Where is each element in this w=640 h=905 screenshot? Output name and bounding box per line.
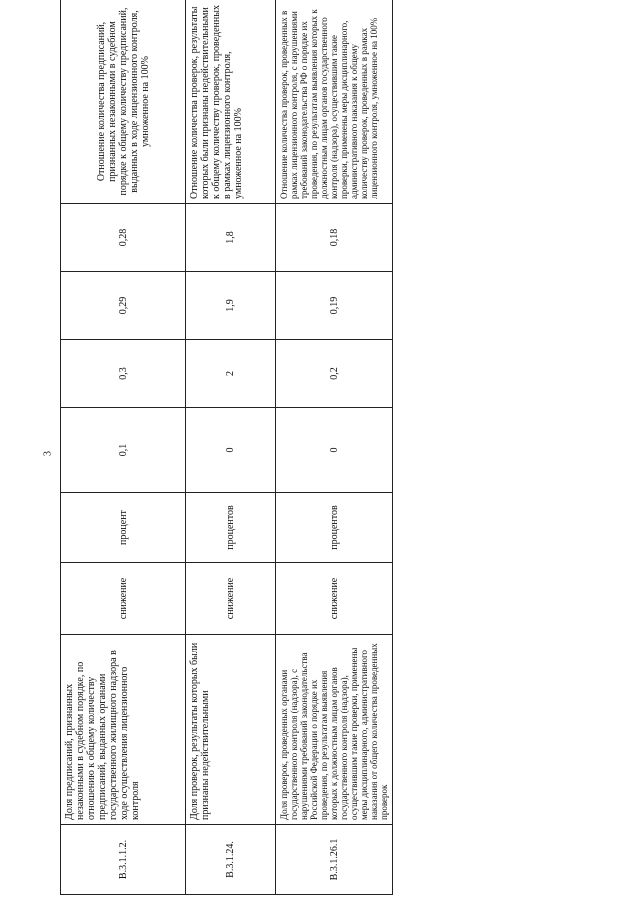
- indicator-value-3: 0,19: [276, 272, 393, 340]
- indicator-value-4: 0,18: [276, 204, 393, 272]
- indicator-value-1: 0,1: [61, 408, 186, 493]
- indicator-code: В.3.1.1.2.: [61, 825, 186, 895]
- indicator-description: Отношение количества проверок, результаты которых были признаны недействительными к общему количеству проверок, проведенных в рамках лицензионного контроля, умноженное на 100%: [186, 0, 276, 204]
- indicator-code: В.3.1.26.1: [276, 825, 393, 895]
- indicator-direction: снижение: [61, 563, 186, 635]
- indicators-table: [60, 0, 393, 895]
- indicator-description: Отношение количества предписаний, признанных незаконными в судебном порядке к общему количеству предписаний, выданных в ходе лицензионного контроля, умноженное на 100%: [61, 0, 186, 204]
- indicator-name: Доля проверок, проведенных органами государственного контроля (надзора), с нарушениями требований законодательства Российской Федерации о порядке их проведения, по результатам выявления которых к должностным лицам органов государственного контроля (надзора), осуществившим такие проверки, применены меры дисциплинарного, административного наказания от общего количества проведенных проверок: [276, 635, 393, 825]
- indicator-name: Доля предписаний, признанных незаконными в судебном порядке, по отношению к общему количеству предписаний, выданных органами государственного жилищного надзора в ходе осуществления лицензионного контроля: [61, 635, 186, 825]
- indicator-direction: снижение: [276, 563, 393, 635]
- indicator-value-1: 0: [276, 408, 393, 493]
- indicator-name: Доля проверок, результаты которых были признаны недействительными: [186, 635, 276, 825]
- table-row: [61, 0, 186, 895]
- indicator-unit: процент: [61, 493, 186, 563]
- indicator-value-3: 1,9: [186, 272, 276, 340]
- rotated-table-wrapper: [60, 5, 389, 895]
- indicator-value-4: 1,8: [186, 204, 276, 272]
- table-row: [186, 0, 276, 895]
- indicator-value-1: 0: [186, 408, 276, 493]
- indicator-unit: процентов: [276, 493, 393, 563]
- indicator-value-2: 0,3: [61, 340, 186, 408]
- indicator-unit: процентов: [186, 493, 276, 563]
- indicator-value-2: 0,2: [276, 340, 393, 408]
- indicator-code: В.3.1.24.: [186, 825, 276, 895]
- indicator-value-4: 0,28: [61, 204, 186, 272]
- indicator-value-2: 2: [186, 340, 276, 408]
- indicator-direction: снижение: [186, 563, 276, 635]
- table-row: [276, 0, 393, 895]
- indicator-description: Отношение количества проверок, проведенных в рамках лицензионного контроля, с нарушениями требований законодательства РФ о порядке их проведения, по результатам выявления которых к должностным лицам органов государственного контроля (надзора), осуществившим такие проверки, применены меры дисциплинарного, административного наказания к общему количеству проверок, проведенных в рамках лицензионного контроля, умноженное на 100%: [276, 0, 393, 204]
- indicator-value-3: 0,29: [61, 272, 186, 340]
- page-number: 3: [42, 451, 54, 456]
